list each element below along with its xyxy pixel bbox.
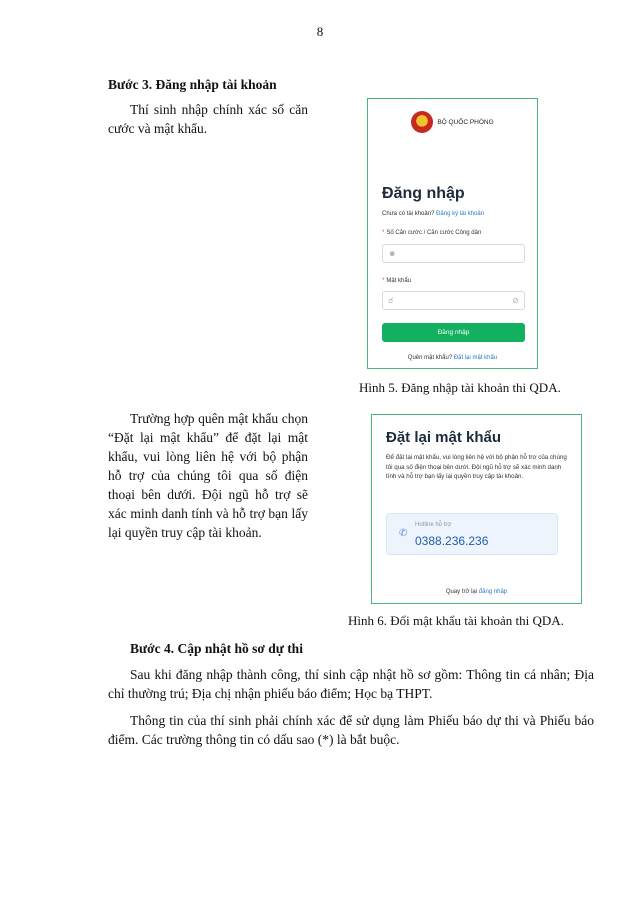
- register-link[interactable]: Đăng ký tài khoản: [436, 211, 485, 217]
- step3-para1: Thí sinh nhập chính xác số căn cước và mật khẩu.: [108, 102, 308, 136]
- figure6-caption: Hình 6. Đổi mật khẩu tài khoản thi QDA.: [348, 613, 564, 628]
- id-input[interactable]: [382, 244, 525, 263]
- hotline-box: [386, 513, 558, 555]
- reset-title: Đặt lại mật khẩu: [386, 429, 502, 446]
- emblem-icon: [411, 111, 433, 133]
- back-login-link[interactable]: đăng nhập: [478, 589, 508, 595]
- step4-para1: Sau khi đăng nhập thành công, thí sinh cập nhật hồ sơ gồm: Thông tin cá nhân; Địa chỉ thường trú; Địa chị nhận phiếu báo điểm; Học bạ THPT.: [108, 667, 594, 701]
- reset-description: Để đặt lại mật khẩu, vui lòng liên hệ với bộ phận hỗ trợ của chúng tôi qua số điện thoại bên dưới. Đội ngũ hỗ trợ sẽ xác minh danh tính và hỗ trợ bạn lấy lại quyền truy cập tài khoản.: [386, 454, 567, 480]
- password-input[interactable]: [382, 291, 525, 310]
- reset-screenshot: [371, 414, 582, 604]
- hotline-number[interactable]: 0388.236.236: [415, 534, 489, 548]
- login-screenshot: [367, 98, 538, 369]
- back-row: [372, 589, 581, 595]
- phone-icon: ✆: [399, 528, 408, 539]
- key-icon: ☌: [388, 296, 394, 305]
- eye-off-icon[interactable]: ⊘: [512, 296, 519, 305]
- register-prompt: [382, 211, 484, 217]
- user-icon: ☻: [388, 249, 397, 258]
- hotline-label: Hotline hỗ trợ: [415, 522, 452, 528]
- figure5-caption: Hình 5. Đăng nhập tài khoản thi QDA.: [359, 380, 561, 395]
- id-label: * Số Căn cước / Căn cước Công dân: [382, 230, 482, 236]
- step3-heading: Bước 3. Đăng nhập tài khoản: [108, 77, 277, 92]
- login-button[interactable]: Đăng nhập: [382, 323, 525, 342]
- reset-password-link[interactable]: Đặt lại mật khẩu: [453, 355, 498, 361]
- page-number: 8: [316, 24, 324, 39]
- step4-para2: Thông tin của thí sinh phải chính xác để sử dụng làm Phiếu báo dự thi và Phiếu báo điểm. Các trường thông tin có dấu sao (*) là bắt buộc.: [108, 713, 594, 747]
- step4-heading: Bước 4. Cập nhật hồ sơ dự thi: [130, 641, 303, 656]
- no-account-text: Chưa có tài khoản?: [382, 211, 435, 217]
- back-text: Quay trở lại: [445, 589, 478, 595]
- step3-para2: Trường hợp quên mật khẩu chọn “Đặt lại mật khẩu” để đặt lại mật khẩu, vui lòng liên hệ với bộ phận hỗ trợ của chúng tôi qua số điện thoại bên dưới. Đội ngũ hỗ trợ sẽ xác minh danh tính và hỗ trợ bạn lấy lại quyền truy cập tài khoản.: [108, 411, 308, 540]
- forgot-text: Quên mật khẩu?: [407, 355, 453, 361]
- login-title: Đăng nhập: [382, 185, 465, 202]
- password-label: * Mật khẩu: [382, 278, 412, 284]
- brand-header: [368, 111, 537, 133]
- forgot-password-row: [368, 355, 537, 361]
- brand-name: BỘ QUỐC PHÒNG: [437, 118, 494, 126]
